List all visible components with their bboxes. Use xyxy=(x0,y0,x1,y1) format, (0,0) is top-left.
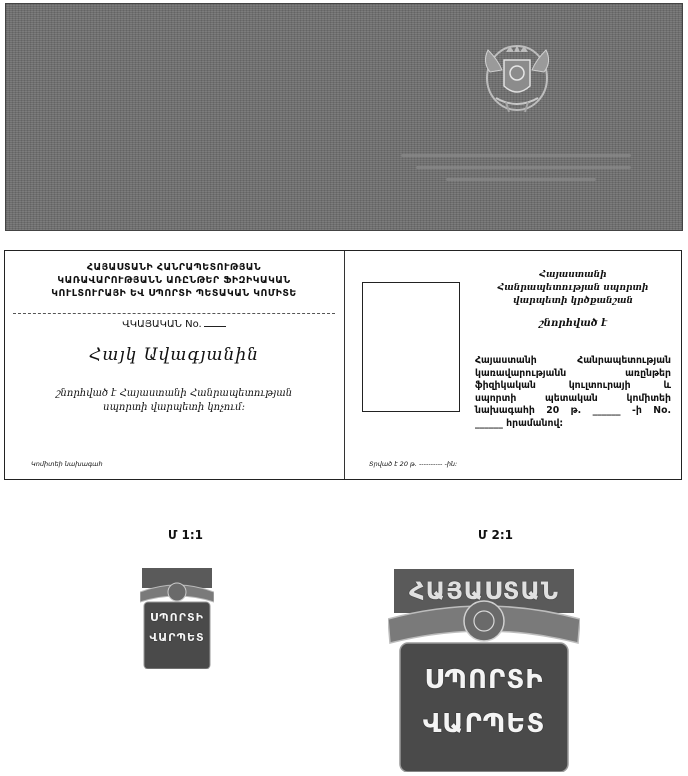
heading-line: Հայաստանի xyxy=(539,270,607,280)
certificate-number-label: ՎԿԱՅԱԿԱՆ No. xyxy=(122,319,202,330)
chairman-signature-label: Կոմիտեի նախագահ xyxy=(31,460,103,468)
decree-line: ֆիզիկական կուլտուրայի և xyxy=(475,380,671,391)
decree-text xyxy=(475,355,671,430)
badge-large-top-word: ՀԱՅԱՍՏԱՆ xyxy=(408,577,560,605)
badge-scale-1-1-title: Մ 1:1 xyxy=(168,528,204,542)
badge-large-word-1: ՍՊՈՐՏԻ xyxy=(424,665,544,695)
badge-large-word-2: ՎԱՐՊԵՏ xyxy=(422,709,546,739)
heading-line: ՀԱՅԱՍՏԱՆԻ ՀԱՆՐԱՊԵՏՈՒԹՅԱՆ xyxy=(86,262,262,273)
decree-line: սպորտի պետական կոմիտեի xyxy=(475,392,671,404)
heading-line: ԿՈՒԼՏՈՒՐԱՅԻ ԵՎ ՍՊՈՐՏԻ ՊԵՏԱԿԱՆ ԿՈՄԻՏԵ xyxy=(51,288,297,299)
heading-line: վարպետի կրծքանշան xyxy=(513,296,633,306)
decree-line: նախագահի 20 թ. ______ -ի No. xyxy=(475,405,671,416)
heading-line: Հանրապետության սպորտի xyxy=(497,283,649,293)
decree-line: ______ հրամանով: xyxy=(475,417,564,429)
heading-divider xyxy=(13,313,335,314)
badge-scale-2-1-title: Մ 2:1 xyxy=(478,528,514,542)
certificate-inner-spread xyxy=(4,250,682,480)
badge-large-image xyxy=(388,569,580,772)
left-page-heading xyxy=(5,261,343,300)
honored-label: շնորհված է xyxy=(538,318,608,329)
badge-small-word-1: ՍՊՈՐՏԻ xyxy=(150,611,204,624)
award-description xyxy=(5,387,343,415)
cover-faint-inscription xyxy=(6,4,682,230)
certificate-number xyxy=(5,319,343,330)
recipient-name: Հայկ Ավագյանին xyxy=(89,345,259,365)
description-line: սպորտի վարպետի կոչում: xyxy=(103,402,245,413)
right-page-heading xyxy=(467,269,679,308)
decree-line: կառավարությանն առընթեր xyxy=(475,367,671,379)
number-blank xyxy=(204,326,226,327)
heading-line: ԿԱՌԱՎԱՐՈՒԹՅԱՆՆ ԱՌԸՆԹԵՐ ՖԻԶԻԿԱԿԱՆ xyxy=(57,275,291,286)
photo-placeholder xyxy=(362,282,460,412)
description-line: շնորհված է Հայաստանի Հանրապետության xyxy=(55,388,293,399)
page-fold-line xyxy=(344,251,345,479)
issued-date-label: Տրված է 20 թ. ---------- -ին: xyxy=(369,460,458,468)
certificate-cover xyxy=(5,3,683,231)
badge-small-word-2: ՎԱՐՊԵՏ xyxy=(149,631,205,644)
badge-small-image xyxy=(140,568,214,669)
decree-line: Հայաստանի Հանրապետության xyxy=(475,355,671,366)
